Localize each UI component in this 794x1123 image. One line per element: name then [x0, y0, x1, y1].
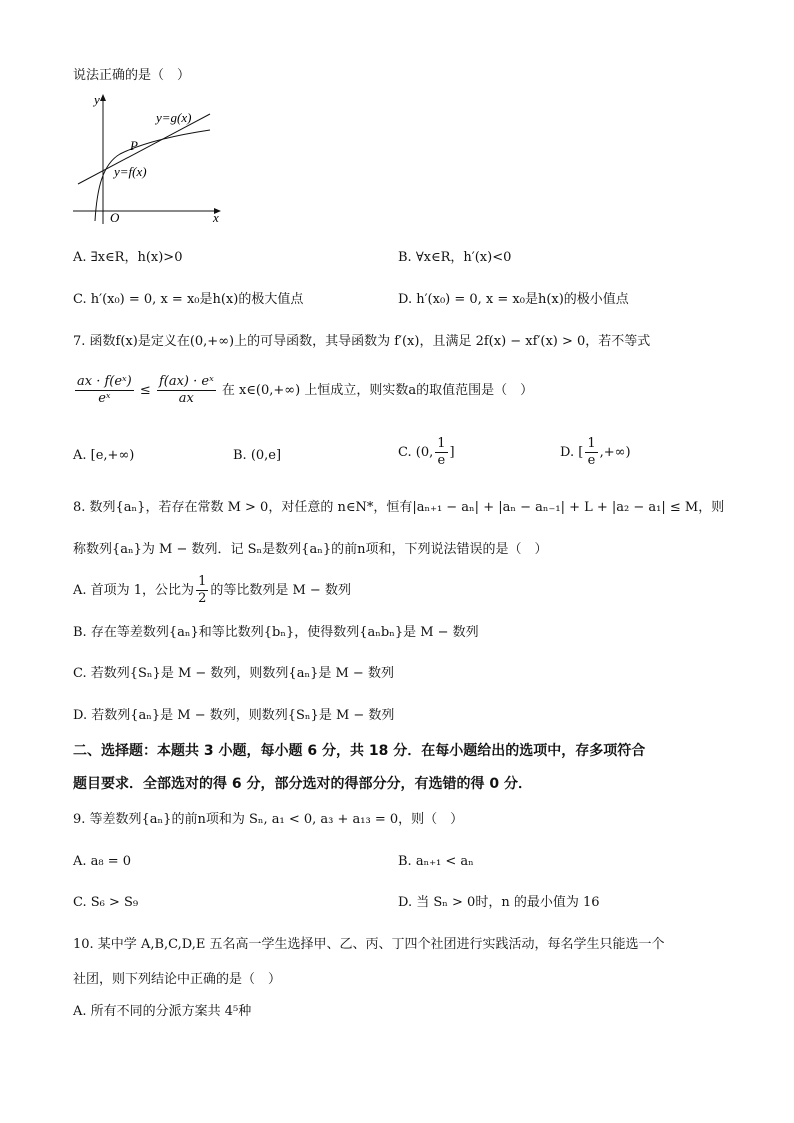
q6-option-a: A. ∃x∈R，h(x)>0 [73, 250, 183, 265]
q7-d-num: 1 [587, 436, 596, 451]
point-p-label: P [130, 138, 138, 153]
q7-d-den: e [587, 453, 596, 468]
x-axis-label: x [213, 210, 219, 225]
q9-option-b: B. aₙ₊₁ < aₙ [398, 854, 474, 869]
q8-a-den: 2 [198, 591, 207, 606]
q10-stem2: 社团，则下列结论中正确的是（ ） [73, 972, 282, 987]
q7-c-fraction [435, 436, 447, 469]
q7-c-den: e [437, 453, 446, 468]
q7-option-c [398, 436, 455, 469]
q7-c-num: 1 [437, 436, 446, 451]
q8-a-pre: A. 首项为 1，公比为 [73, 583, 195, 598]
q7-d-pre: D. [560, 445, 575, 460]
q7-c-pre: C. [398, 445, 412, 460]
f-label: y=f(x) [114, 164, 147, 179]
q9-option-d: D. 当 Sₙ > 0时，n 的最小值为 16 [398, 895, 600, 910]
section-2-heading: 二、选择题：本题共 3 小题，每小题 6 分，共 18 分．在每小题给出的选项中，存多项符合 [73, 743, 646, 759]
q7-option-a: A. [e,+∞) [73, 448, 135, 463]
q9-option-c: C. S₆ > S₉ [73, 895, 139, 910]
q7-d-fraction [585, 436, 597, 469]
q9-stem: 9. 等差数列{aₙ}的前n项和为 Sₙ, a₁ < 0, a₃ + a₁₃ = 0，则（ ） [73, 812, 464, 827]
q8-a-fraction [196, 574, 208, 607]
function-graph [70, 92, 230, 227]
q7-option-b: B. (0,e] [233, 448, 282, 463]
q8-a-post: 的等比数列是 M − 数列 [210, 583, 351, 598]
section-2-instructions: 题目要求．全部选对的得 6 分，部分选对的得部分分，有选错的得 0 分． [73, 776, 532, 792]
q7-d-close: ,+∞) [599, 445, 631, 460]
q8-option-c: C. 若数列{Sₙ}是 M − 数列，则数列{aₙ}是 M − 数列 [73, 666, 394, 681]
q7-c-close: ] [449, 445, 455, 460]
q7-d-open: [ [578, 445, 584, 460]
q6-option-c: C. h′(x₀) = 0, x = x₀是h(x)的极大值点 [73, 292, 304, 307]
q6-option-b: B. ∀x∈R，h′(x)<0 [398, 250, 512, 265]
g-label: y=g(x) [156, 110, 192, 125]
curve-f [95, 130, 210, 221]
q10-option-a: A. 所有不同的分派方案共 4⁵种 [73, 1004, 252, 1019]
q8-a-num: 1 [198, 574, 207, 589]
q7-frac1-den: eˣ [98, 391, 111, 406]
question-lead: 说法正确的是（ ） [73, 68, 191, 83]
q7-c-open: (0, [415, 445, 434, 460]
q9-option-a: A. a₈ = 0 [73, 854, 132, 869]
q7-option-d [560, 436, 631, 469]
q7-stem: 7. 函数f(x)是定义在(0,+∞)上的可导函数，其导函数为 f′(x)，且满足 2f(x) − xf′(x) > 0，若不等式 [73, 334, 651, 349]
q6-option-d: D. h′(x₀) = 0, x = x₀是h(x)的极小值点 [398, 292, 629, 307]
q7-fraction-right [157, 374, 216, 407]
q8-option-d: D. 若数列{aₙ}是 M − 数列，则数列{Sₙ}是 M − 数列 [73, 708, 395, 723]
q7-le: ≤ [139, 383, 151, 398]
q7-frac1-num: ax · f(eˣ) [77, 374, 132, 389]
q7-fraction-left [75, 374, 134, 407]
q7-inequality [73, 374, 533, 407]
q7-frac2-num: f(ax) · eˣ [158, 374, 214, 389]
y-axis-arrow [100, 94, 106, 101]
q10-stem: 10. 某中学 A,B,C,D,E 五名高一学生选择甲、乙、丙、丁四个社团进行实践活动，每名学生只能选一个 [73, 937, 665, 952]
y-axis-label: y [94, 92, 100, 107]
q8-stem2: 称数列{aₙ}为 M − 数列．记 Sₙ是数列{aₙ}的前n项和，下列说法错误的是（ ） [73, 542, 548, 557]
origin-label: O [110, 210, 120, 225]
q7-stem2: 在 x∈(0,+∞) 上恒成立，则实数a的取值范围是（ ） [221, 383, 534, 398]
q8-option-b: B. 存在等差数列{aₙ}和等比数列{bₙ}，使得数列{aₙbₙ}是 M − 数列 [73, 625, 479, 640]
q8-option-a [73, 574, 351, 607]
q7-frac2-den: ax [178, 391, 194, 406]
q8-stem: 8. 数列{aₙ}，若存在常数 M > 0，对任意的 n∈N*，恒有|aₙ₊₁ − aₙ| + |aₙ − aₙ₋₁| + L + |a₂ − a₁| ≤ M，则 [73, 500, 725, 515]
